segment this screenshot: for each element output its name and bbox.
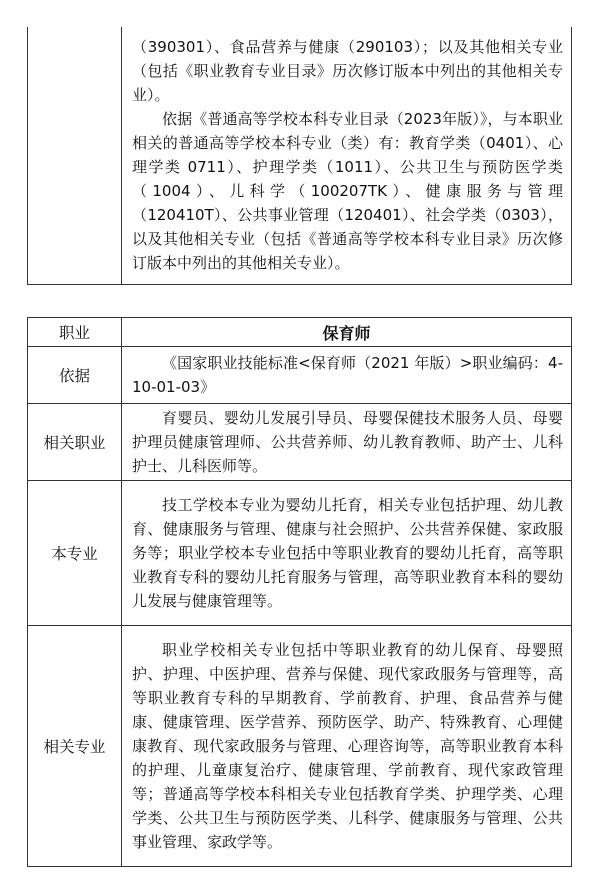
table-row: [28, 481, 572, 626]
row-label: 依据: [28, 347, 122, 404]
row-label: 相关职业: [28, 404, 122, 481]
table-row: [28, 626, 572, 867]
continuation-paragraph-1: （390301）、食品营养与健康（290103）；以及其他相关专业（包括《职业教育专业目录》历次修订版本中列出的其他相关专业）。: [132, 38, 563, 104]
row-content: [122, 481, 572, 626]
row-text: 技工学校本专业为婴幼儿托育，相关专业包括护理、幼儿教育、健康服务与管理、健康与社会照护、公共营养保健、家政服务等；职业学校本专业包括中等职业教育的婴幼儿托育，高等职业教育专科的婴幼儿托育服务与管理，高等职业教育本科的婴幼儿发展与健康管理等。: [132, 496, 563, 610]
row-label: 相关专业: [28, 626, 122, 867]
header-label: 职业: [28, 318, 122, 347]
row-label: 本专业: [28, 481, 122, 626]
header-value: 保育师: [122, 318, 572, 347]
row-text: 《国家职业技能标准<保育师（2021 年版）>职业编码：4-10-01-03》: [132, 354, 563, 396]
row-content: [122, 626, 572, 867]
continuation-table: [27, 27, 572, 285]
header-row: [28, 318, 572, 347]
continuation-label-cell: [28, 27, 122, 285]
row-text: 职业学校相关专业包括中等职业教育的幼儿保育、母婴照护、护理、中医护理、营养与保健、现代家政服务与管理等，高等职业教育专科的早期教育、学前教育、护理、食品营养与健康、健康管理、医学营养、预防医学、助产、特殊教育、心理健康教育、现代家政服务与管理、心理咨询等，高等职业教育本科的护理、儿童康复治疗、健康管理、学前教育、现代家政管理等；普通高等学校本科相关专业包括教育学类、护理学类、心理学类、公共卫生与预防医学类、儿科学、健康服务与管理、公共事业管理、家政学等。: [132, 641, 563, 851]
continuation-paragraph-2: 依据《普通高等学校本科专业目录（2023年版）》，与本职业相关的普通高等学校本科专业（类）有：教育学类（0401）、心理学类 0711）、护理学类（1011）、公共卫生与预防医学类（1004）、儿科学（100207TK）、健康服务与管理（120410T）、公共事业管理（120401）、社会学类（0303），以及其他相关专业（包括《普通高等学校本科专业目录》历次修订版本中列出的其他相关专业）。: [132, 110, 563, 272]
continuation-content-cell: [122, 27, 572, 285]
occupation-table: [27, 317, 572, 867]
row-text: 育婴员、婴幼儿发展引导员、母婴保健技术服务人员、母婴护理员健康管理师、公共营养师、幼儿教育教师、助产士、儿科护士、儿科医师等。: [132, 409, 563, 475]
table-row: [28, 347, 572, 404]
continuation-row: [28, 27, 572, 285]
row-content: [122, 404, 572, 481]
table-row: [28, 404, 572, 481]
row-content: [122, 347, 572, 404]
